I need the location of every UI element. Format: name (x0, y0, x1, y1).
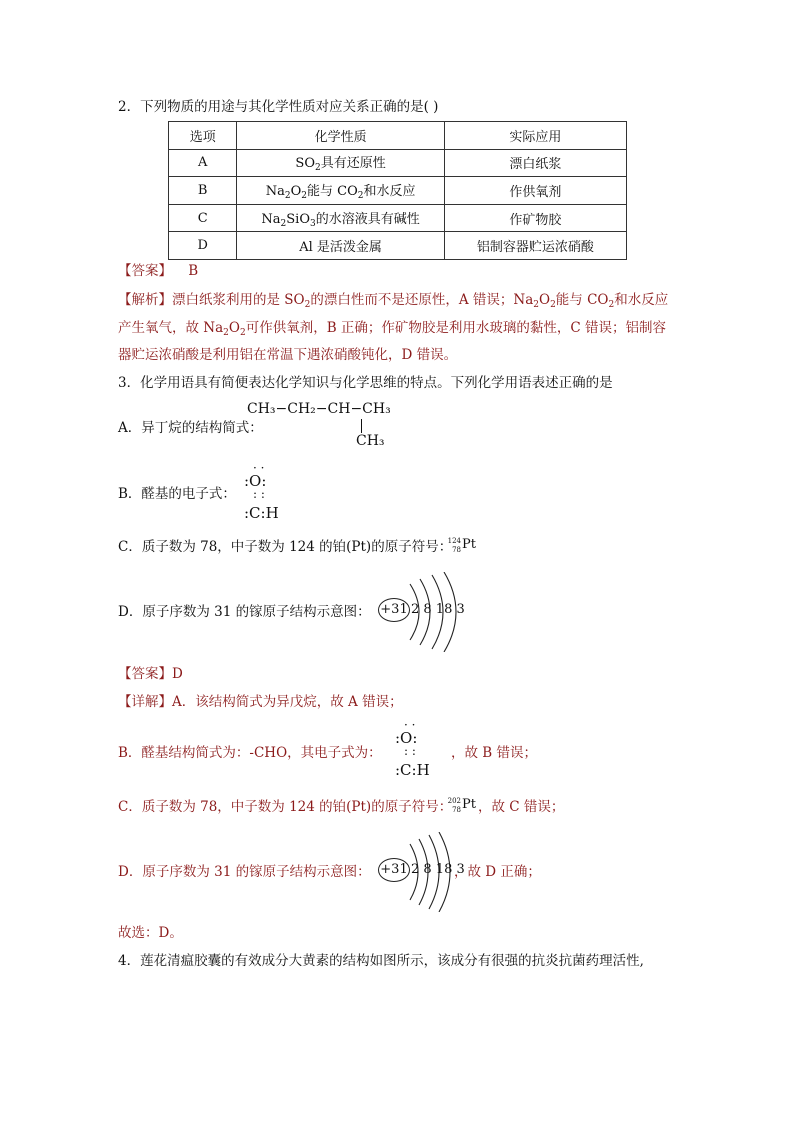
table-row (169, 232, 627, 260)
q2-analysis-line-3: 器贮运浓硝酸是利用铝在常温下遇浓硝酸钝化，D 错误。 (118, 347, 458, 363)
table-cell-option: C (169, 204, 237, 232)
aldehyde-O: :O: (244, 472, 267, 490)
q3-detail-d-end: ，故 D 正确； (454, 864, 541, 880)
aldehyde-CH: :C:H (244, 504, 279, 522)
q3-option-a: A．异丁烷的结构简式： (118, 420, 263, 436)
answer-label: 【答案】 (118, 666, 172, 682)
q3-answer (118, 664, 183, 684)
q3-detail-d: D．原子序数为 31 的镓原子结构示意图： (118, 864, 371, 880)
shell-electron-counts: 2 8 18 3 (411, 602, 465, 617)
detail-aldehyde-O: :O: (395, 729, 418, 747)
q3-option-c: C．质子数为 78，中子数为 124 的铂(Pt)的原子符号： (118, 539, 453, 555)
detail-aldehyde-CH: :C:H (395, 761, 430, 779)
table-cell-option: B (169, 177, 237, 205)
analysis-label: 【解析】 (118, 292, 172, 308)
answer-value: D (172, 666, 183, 682)
q3-stem: 3．化学用语具有简便表达化学知识与化学思维的特点。下列化学用语表述正确的是 (118, 375, 613, 391)
table-cell-use: 铝制容器贮运浓硝酸 (444, 232, 626, 260)
q3-detail-b-end: ，故 B 错误； (451, 745, 538, 761)
table-cell-property: $Na_2O_2$能与 $CO_2$和水反应 (237, 177, 444, 205)
answer-value: B (188, 263, 199, 279)
table-cell-property: $SO_2$具有还原性 (237, 149, 444, 177)
document-page: 2．下列物质的用途与其化学性质对应关系正确的是( ) 选项 化学性质 实际应用 A $SO_2$具有还原性 漂白纸浆 B $Na_2O_2$能与 $CO_2$和水反应 作供氧剂 C $Na_2SiO_3$的水溶液具有碱性 作矿物胶 D Al 是活泼金属 铝制容器贮运浓硝酸 【答案】 B 【解析】漂白纸浆利用的是 $SO_2$的漂白性而不是还原性，A 错误；$Na_2O_2$能与 $CO_2$和水反应 产生氧气，故 $Na_2O_2$可作供氧剂，B 正确；作矿物胶是利用水玻璃的黏性，C 错误；铝制容 器贮运浓硝酸是利用铝在常温下遇浓硝酸钝化，D 错误。 3．化学用语具有简便表达化学知识与化学思维的特点。下列化学用语表述正确的是 A．异丁烷的结构简式： CH₃−CH₂−CH−CH₃ CH₃ B．醛基的电子式： · · :O: : : :C:H C．质子数为 78，中子数为 124 的铂(Pt)的原子符号： 124 78 Pt D．原子序数为 31 的镓原子结构示意图： +31 2 8 18 3 【答案】D 【详解】A．该结构简式为异戊烷，故 A 错误； B．醛基结构简式为：-CHO，其电子式为： · · :O: : : :C:H ，故 B 错误； C．质子数为 78，中子数为 124 的铂(Pt)的原子符号： 202 78 Pt ，故 C 错误； D．原子序数为 31 的镓原子结构示意图： +31 2 8 18 3 ，故 D 正确； 故选：D。 4．莲花清瘟胶囊的有效成分大黄素的结构如图所示，该成分有很强的抗炎抗菌药理活性, (118, 99, 669, 969)
q3-detail-b: B．醛基结构简式为：-CHO，其电子式为： (118, 745, 382, 761)
q3-option-d: D．原子序数为 31 的镓原子结构示意图： (118, 604, 371, 620)
q3-detail-c: C．质子数为 78，中子数为 124 的铂(Pt)的原子符号： (118, 799, 453, 815)
double-bond-dots: : : (404, 744, 416, 758)
table-row (169, 149, 627, 177)
table-cell-property: Al 是活泼金属 (237, 232, 444, 260)
table-cell-option: A (169, 149, 237, 177)
lone-pair-dots: · · (253, 461, 265, 475)
lone-pair-dots: · · (404, 718, 416, 732)
q3-detail-c-end: ，故 C 错误； (478, 799, 565, 815)
table-cell-use: 作矿物胶 (444, 204, 626, 232)
gallium-nucleus: +31 (378, 598, 410, 622)
q3-option-b: B．醛基的电子式： (118, 486, 236, 502)
branch-bond (361, 419, 362, 433)
q3-detail-a: 【详解】A．该结构简式为异戊烷，故 A 错误； (118, 694, 403, 710)
table-cell-use: 作供氧剂 (444, 177, 626, 205)
detail-label: 【详解】 (118, 694, 172, 710)
double-bond-dots: : : (253, 487, 265, 501)
detail-shell-electron-counts: 2 8 18 3 (411, 862, 465, 877)
detail-gallium-nucleus: +31 (378, 858, 410, 882)
q3-conclusion: 故选：D。 (118, 925, 183, 941)
properties-table (168, 121, 627, 260)
table-header-row (169, 122, 627, 150)
q2-answer (118, 261, 198, 281)
isobutane-formula: CH₃−CH₂−CH−CH₃ (247, 401, 391, 417)
table-cell-property: $Na_2SiO_3$的水溶液具有碱性 (237, 204, 444, 232)
isobutane-branch: CH₃ (356, 433, 385, 449)
table-header-cell: 实际应用 (444, 122, 626, 150)
q2-analysis-line-1: 【解析】漂白纸浆利用的是 $SO_2$的漂白性而不是还原性，A 错误；$Na_2O_2$能与 $CO_2$和水反应 (118, 292, 669, 310)
answer-label: 【答案】 (118, 263, 172, 279)
table-header-cell: 选项 (169, 122, 237, 150)
q2-stem: 2．下列物质的用途与其化学性质对应关系正确的是( ) (118, 99, 439, 115)
table-cell-option: D (169, 232, 237, 260)
q4-stem: 4．莲花清瘟胶囊的有效成分大黄素的结构如图所示，该成分有很强的抗炎抗菌药理活性, (118, 953, 644, 969)
table-cell-use: 漂白纸浆 (444, 149, 626, 177)
table-row (169, 204, 627, 232)
q2-analysis-line-2: 产生氧气，故 $Na_2O_2$可作供氧剂，B 正确；作矿物胶是利用水玻璃的黏性，C 错误；铝制容 (118, 320, 667, 338)
table-header-cell: 化学性质 (237, 122, 444, 150)
table-row (169, 177, 627, 205)
